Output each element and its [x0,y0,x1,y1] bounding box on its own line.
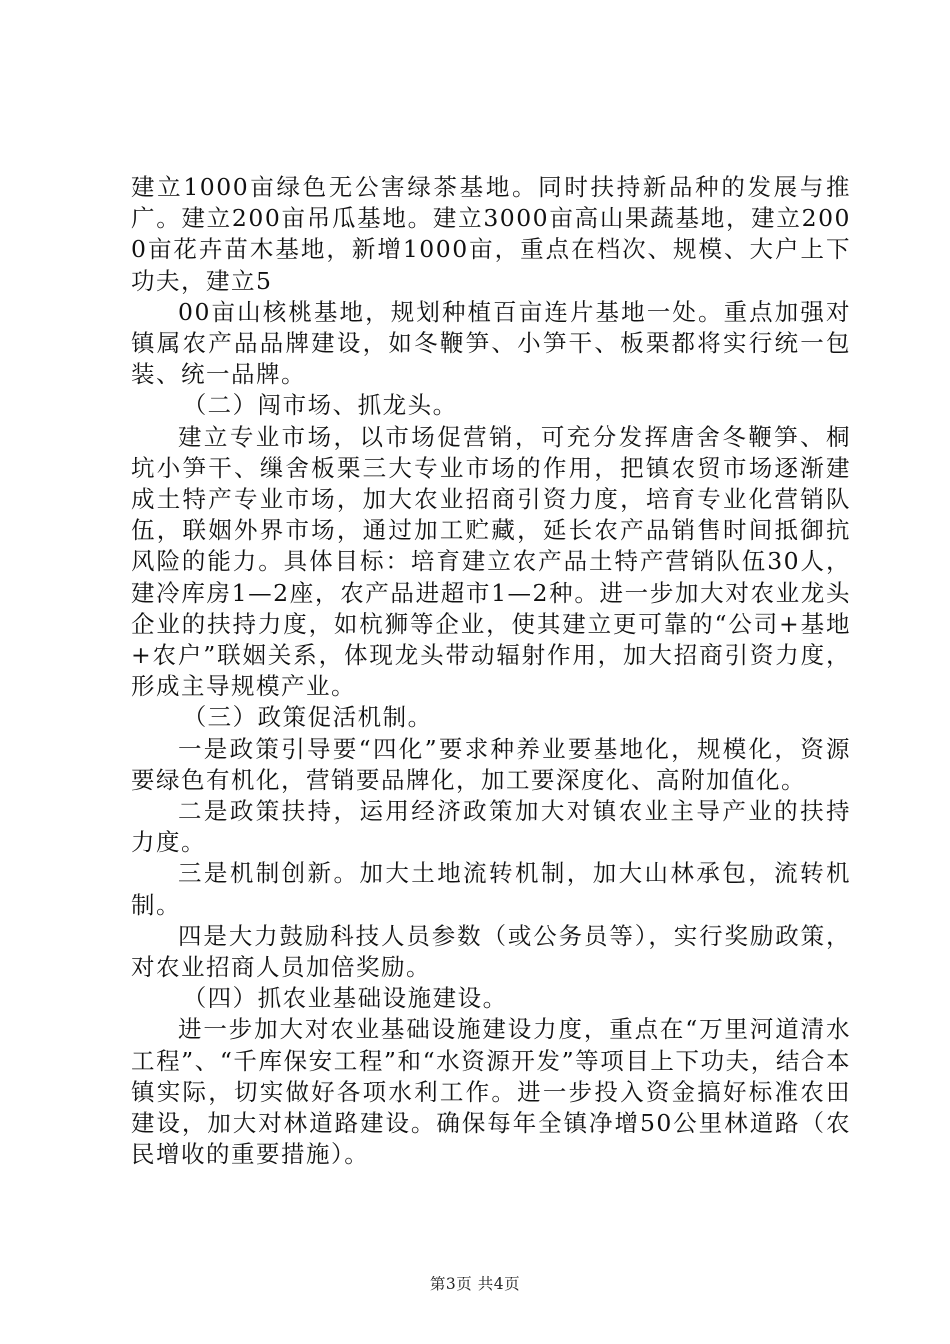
section-heading-2: （二）闯市场、抓龙头。 [182,391,458,420]
paragraph-policy-3: 三是机制创新。加大土地流转机制，加大山林承包，流转机制。 [131,859,851,919]
paragraph-policy-1: 一是政策引导要“四化”要求种养业要基地化，规模化，资源要绿色有机化，营销要品牌化，加工要深度化、高附加值化。 [131,734,851,794]
page-number-footer: 第3页 共4页 [429,1275,521,1293]
document-body [131,172,851,1171]
paragraph-walnut-brand: 00亩山核桃基地，规划种植百亩连片基地一处。重点加强对镇属农产品品牌建设，如冬鞭笋、小笋干、板栗都将实行统一包装、统一品牌。 [131,297,851,389]
paragraph-policy-4: 四是大力鼓励科技人员参数（或公务员等），实行奖励政策，对农业招商人员加倍奖励。 [131,921,851,982]
paragraph-base-list-1: 建立1000亩绿色无公害绿茶基地。同时扶持新品种的发展与推广。建立200亩吊瓜基地。建立3000亩高山果蔬基地，建立2000亩花卉苗木基地，新增1000亩，重点在档次、规模、大户上下功夫，建立5 [131,173,851,295]
paragraph-infrastructure: 进一步加大对农业基础设施建设力度，重点在“万里河道清水工程”、“千库保安工程”和“水资源开发”等项目上下功夫，结合本镇实际，切实做好各项水利工作。进一步投入资金搞好标准农田建设，加大对林道路建设。确保每年全镇净增50公里林道路（农民增收的重要措施）。 [131,1015,851,1169]
paragraph-policy-2: 二是政策扶持，运用经济政策加大对镇农业主导产业的扶持力度。 [131,797,851,857]
section-heading-3: （三）政策促活机制。 [182,703,433,732]
paragraph-market: 建立专业市场，以市场促营销，可充分发挥唐舍冬鞭笋、桐坑小笋干、缫舍板栗三大专业市场的作用，把镇农贸市场逐渐建成土特产专业市场，加大农业招商引资力度，培育专业化营销队伍，联姻外界市场，通过加工贮藏，延长农产品销售时间抵御抗风险的能力。具体目标：培育建立农产品土特产营销队伍30人，建冷库房1—2座，农产品进超市1—2种。进一步加大对农业龙头企业的扶持力度，如杭狮等企业，使其建立更可靠的“公司+基地+农户”联姻关系，体现龙头带动辐射作用，加大招商引资力度，形成主导规模产业。 [131,422,851,701]
section-heading-4: （四）抓农业基础设施建设。 [182,984,508,1013]
